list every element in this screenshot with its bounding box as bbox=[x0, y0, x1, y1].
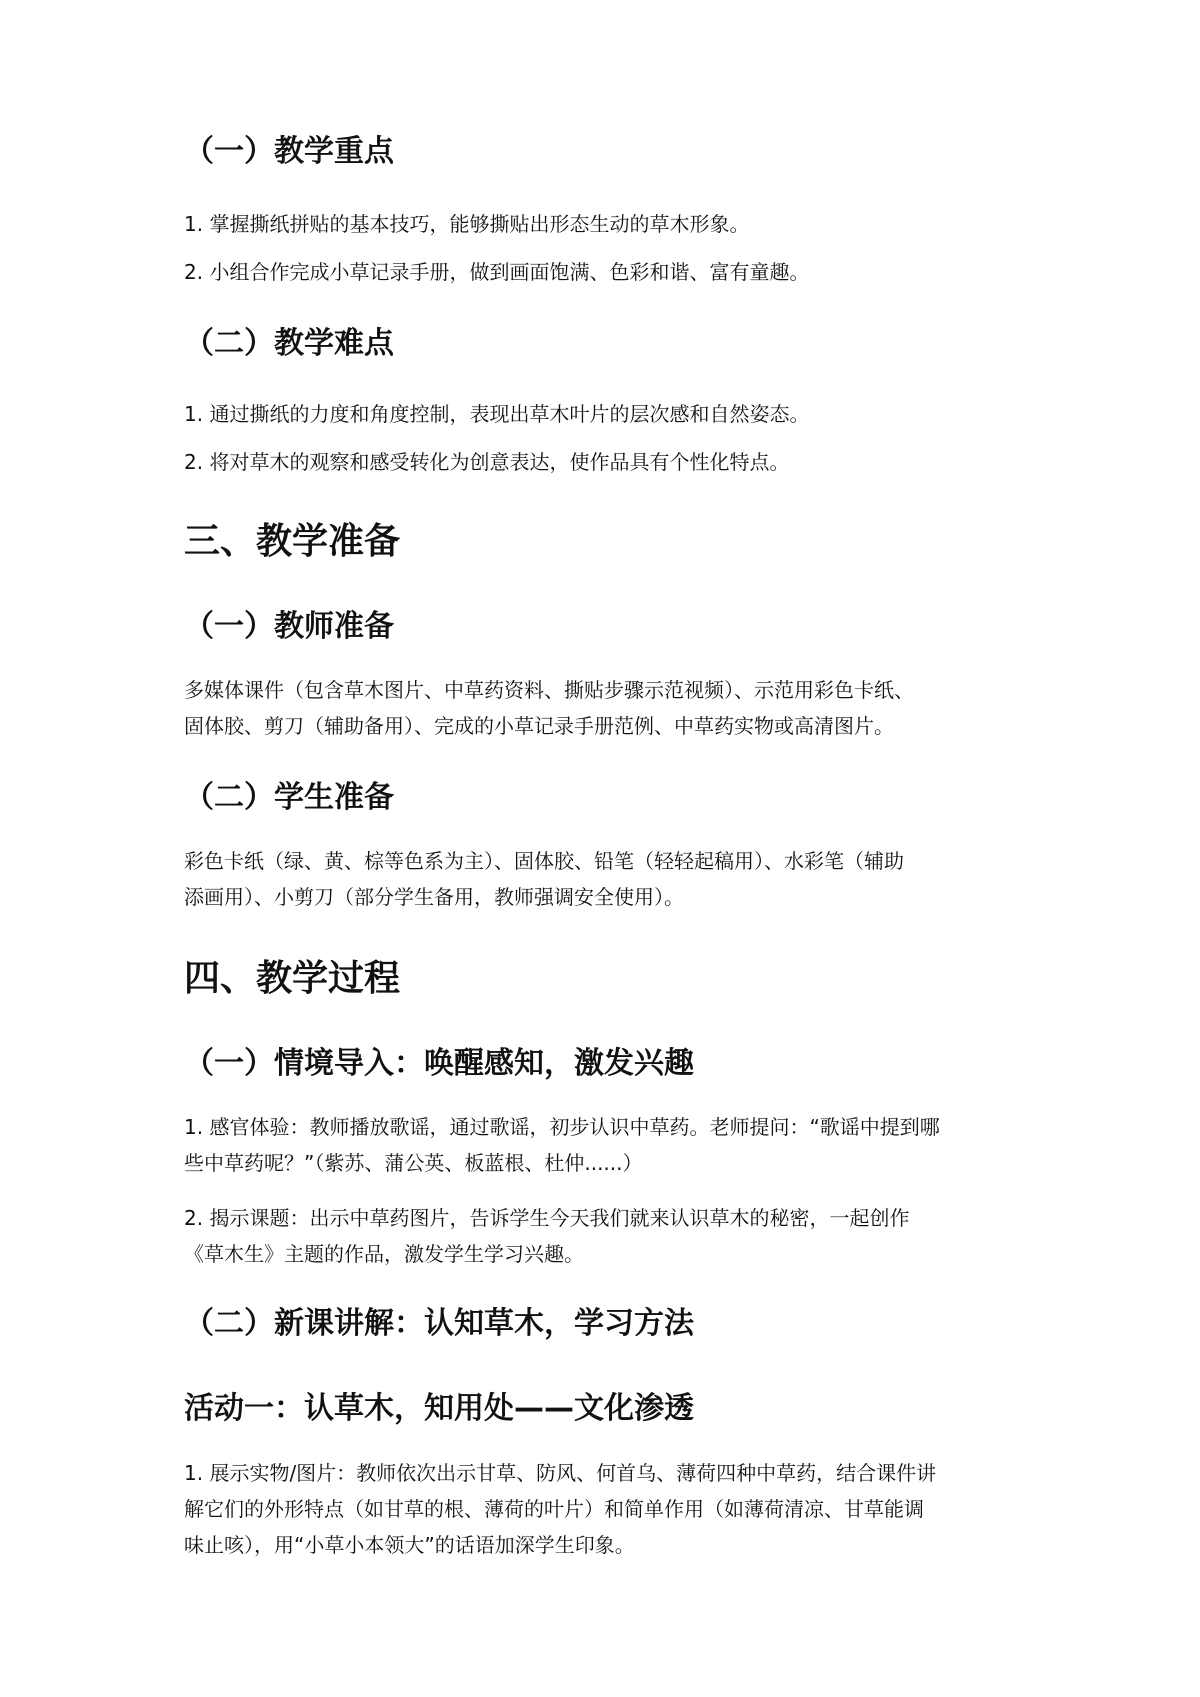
teacher-preparation-line-2: 固体胶、剪刀（辅助备用）、完成的小草记录手册范例、中草药实物或高清图片。 bbox=[184, 714, 894, 738]
teacher-preparation-line-1: 多媒体课件（包含草木图片、中草药资料、撕贴步骤示范视频）、示范用彩色卡纸、 bbox=[184, 678, 914, 702]
student-preparation-line-2: 添画用）、小剪刀（部分学生备用，教师强调安全使用）。 bbox=[184, 885, 684, 909]
heading-key-points: （一）教学重点 bbox=[184, 134, 394, 169]
intro-item-1-line-2: 些中草药呢？”（紫苏、蒲公英、板蓝根、杜仲......） bbox=[184, 1151, 643, 1175]
intro-item-2-line-1: 2. 揭示课题：出示中草药图片，告诉学生今天我们就来认识草木的秘密，一起创作 bbox=[184, 1206, 910, 1230]
intro-item-1-line-1: 1. 感官体验：教师播放歌谣，通过歌谣，初步认识中草药。老师提问：“歌谣中提到哪 bbox=[184, 1115, 940, 1139]
key-point-item-1: 1. 掌握撕纸拼贴的基本技巧，能够撕贴出形态生动的草木形象。 bbox=[184, 212, 750, 236]
heading-difficult-points: （二）教学难点 bbox=[184, 326, 394, 361]
heading-teacher-preparation: （一）教师准备 bbox=[184, 609, 394, 644]
activity-1-line-1: 1. 展示实物/图片：教师依次出示甘草、防风、何首乌、薄荷四种中草药，结合课件讲 bbox=[184, 1461, 937, 1485]
heading-process: 四、教学过程 bbox=[184, 958, 401, 999]
heading-intro: （一）情境导入：唤醒感知，激发兴趣 bbox=[184, 1046, 694, 1081]
heading-student-preparation: （二）学生准备 bbox=[184, 780, 394, 815]
heading-activity-1: 活动一：认草木，知用处——文化渗透 bbox=[184, 1391, 694, 1426]
difficult-point-item-2: 2. 将对草木的观察和感受转化为创意表达，使作品具有个性化特点。 bbox=[184, 450, 790, 474]
difficult-point-item-1: 1. 通过撕纸的力度和角度控制，表现出草木叶片的层次感和自然姿态。 bbox=[184, 402, 810, 426]
intro-item-2-line-2: 《草木生》主题的作品，激发学生学习兴趣。 bbox=[184, 1242, 584, 1266]
student-preparation-line-1: 彩色卡纸（绿、黄、棕等色系为主）、固体胶、铅笔（轻轻起稿用）、水彩笔（辅助 bbox=[184, 849, 904, 873]
heading-preparation: 三、教学准备 bbox=[184, 521, 401, 562]
key-point-item-2: 2. 小组合作完成小草记录手册，做到画面饱满、色彩和谐、富有童趣。 bbox=[184, 260, 810, 284]
activity-1-line-2: 解它们的外形特点（如甘草的根、薄荷的叶片）和简单作用（如薄荷清凉、甘草能调 bbox=[184, 1497, 924, 1521]
activity-1-line-3: 味止咳），用“小草小本领大”的话语加深学生印象。 bbox=[184, 1533, 635, 1557]
heading-new-lesson: （二）新课讲解：认知草木，学习方法 bbox=[184, 1306, 694, 1341]
